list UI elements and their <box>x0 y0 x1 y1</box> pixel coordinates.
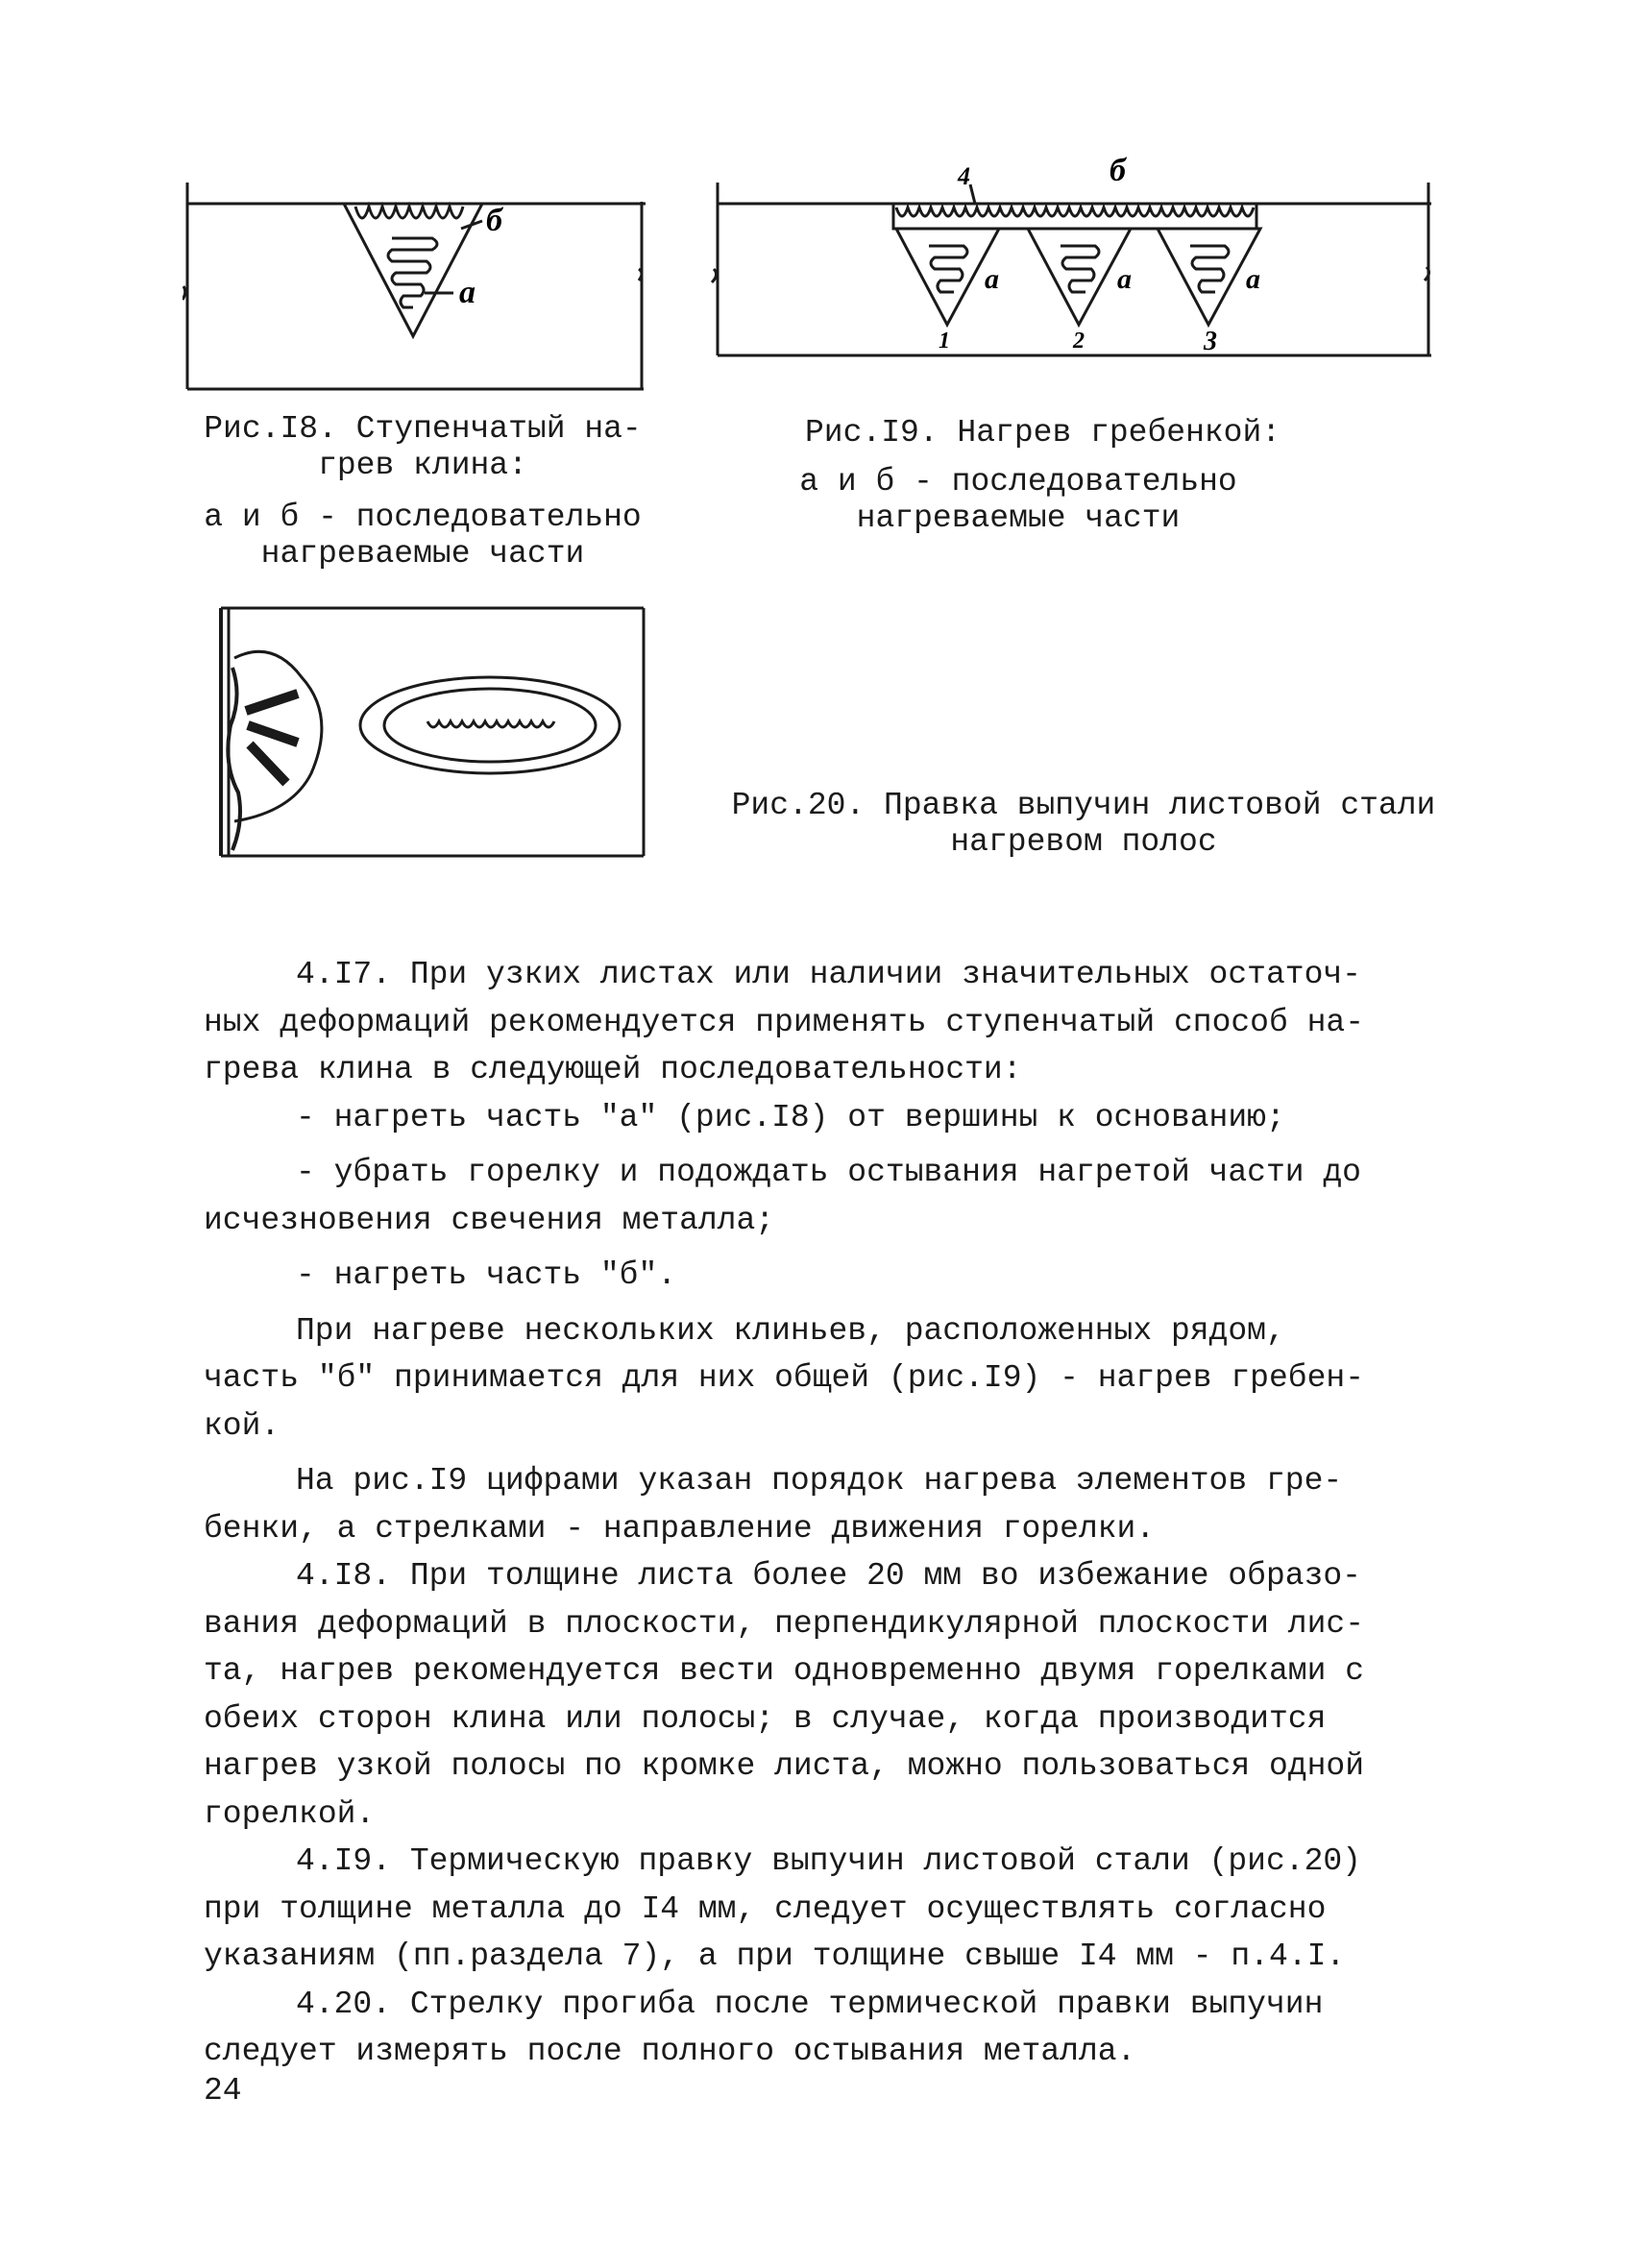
label-a-3: а <box>1246 263 1260 295</box>
para-4-19-line2: при толщине металла до I4 мм, следует осуществлять согласно <box>204 1890 1327 1927</box>
wedge-1 <box>896 229 999 325</box>
zone-b-zigzag <box>355 207 463 218</box>
fig20-caption-line2: нагревом полос <box>950 824 1217 860</box>
figure-20-drawing <box>211 600 653 865</box>
para-4-18-line3: та, нагрев рекомендуется вести одновременно двумя горелками с <box>204 1653 1364 1689</box>
para-4-18-line6: горелкой. <box>204 1795 376 1832</box>
fig18-desc-line2: нагреваемые части <box>260 536 585 572</box>
para-2-line1: При нагреве нескольких клиньев, расположенных рядом, <box>296 1312 1285 1349</box>
fig20-caption-line1: Рис.20. Правка выпучин листовой стали <box>731 788 1436 823</box>
figure-18-title <box>192 411 653 484</box>
wedge-2 <box>1028 229 1131 325</box>
para-4-19-line1: 4.I9. Термическую правку выпучин листовой стали (рис.20) <box>296 1843 1361 1879</box>
fig19-desc-line1: а и б - последовательно <box>799 464 1237 500</box>
figure-19-title <box>768 415 1326 451</box>
label-num-2: 2 <box>1073 329 1085 354</box>
para-4-17-line1: 4.I7. При узких листах или наличии значительных остаточ- <box>296 957 1361 992</box>
figure-18-drawing <box>183 173 653 399</box>
page-number: 24 <box>204 2073 242 2109</box>
wedge-3 <box>1158 229 1260 325</box>
fig19-title-line: Рис.I9. Нагрев гребенкой: <box>805 415 1281 451</box>
label-4: 4 <box>958 162 970 190</box>
para-4-20-line1: 4.20. Стрелку прогиба после термической правки выпучин <box>296 1986 1324 2022</box>
label-b: б <box>486 203 502 238</box>
bullet-2-line2: исчезновения свечения металла; <box>204 1202 775 1238</box>
figure-20-caption <box>709 788 1458 861</box>
heated-strip-center <box>427 721 554 727</box>
para-2-line2: часть "б" принимается для них общей (рис.I9) - нагрев гребен- <box>204 1360 1364 1396</box>
heated-strip <box>248 725 298 743</box>
para-4-18-line1: 4.I8. При толщине листа более 20 мм во избежание образо- <box>296 1558 1361 1594</box>
figure-19-description <box>788 464 1249 537</box>
body-text <box>204 951 1404 2076</box>
para-4-18-line5: нагрев узкой полосы по кромке листа, можно пользоваться одной <box>204 1748 1364 1784</box>
label-num-3: 3 <box>1204 327 1217 356</box>
label-a-1: а <box>985 263 999 295</box>
fig18-title-line2: грев клина: <box>318 448 527 483</box>
heated-strip <box>250 744 286 783</box>
label-b: б <box>1110 154 1126 188</box>
figure-18-description <box>192 500 653 573</box>
para-4-17-line3: грева клина в следующей последовательности: <box>204 1052 1022 1087</box>
fig18-title-line1: Рис.I8. Ступенчатый на- <box>204 411 642 447</box>
label-num-1: 1 <box>939 329 950 354</box>
para-4-17-line2: ных деформаций рекомендуется применять ступенчатый способ на- <box>204 1004 1364 1040</box>
figure-19-drawing <box>706 154 1455 370</box>
bullet-1: - нагреть часть "а" (рис.I8) от вершины к основанию; <box>296 1099 1285 1135</box>
label-a-2: а <box>1117 263 1132 295</box>
para-4-20-line2: следует измерять после полного остывания металла. <box>204 2034 1136 2069</box>
para-4-19-line3: указаниям (пп.раздела 7), а при толщине свыше I4 мм - п.4.I. <box>204 1939 1346 1974</box>
para-2-line3: кой. <box>204 1407 280 1444</box>
para-4-18-line4: обеих сторон клина или полосы; в случае, когда производится <box>204 1700 1327 1737</box>
fig18-desc-line1: а и б - последовательно <box>204 500 642 535</box>
para-4-18-line2: вания деформаций в плоскости, перпендикулярной плоскости лис- <box>204 1605 1364 1642</box>
bullet-3: - нагреть часть "б". <box>296 1257 677 1293</box>
bullet-2-line1: - убрать горелку и подождать остывания нагретой части до <box>296 1155 1361 1190</box>
fig19-desc-line2: нагреваемые части <box>856 500 1181 536</box>
buckle-oval-outline <box>360 677 620 773</box>
para-3-line2: бенки, а стрелками - направление движения горелки. <box>204 1510 1156 1547</box>
para-3-line1: На рис.I9 цифрами указан порядок нагрева элементов гре- <box>296 1463 1343 1499</box>
wedge-triangle <box>344 204 482 336</box>
label-a: а <box>459 275 476 310</box>
heated-strip <box>246 694 298 711</box>
